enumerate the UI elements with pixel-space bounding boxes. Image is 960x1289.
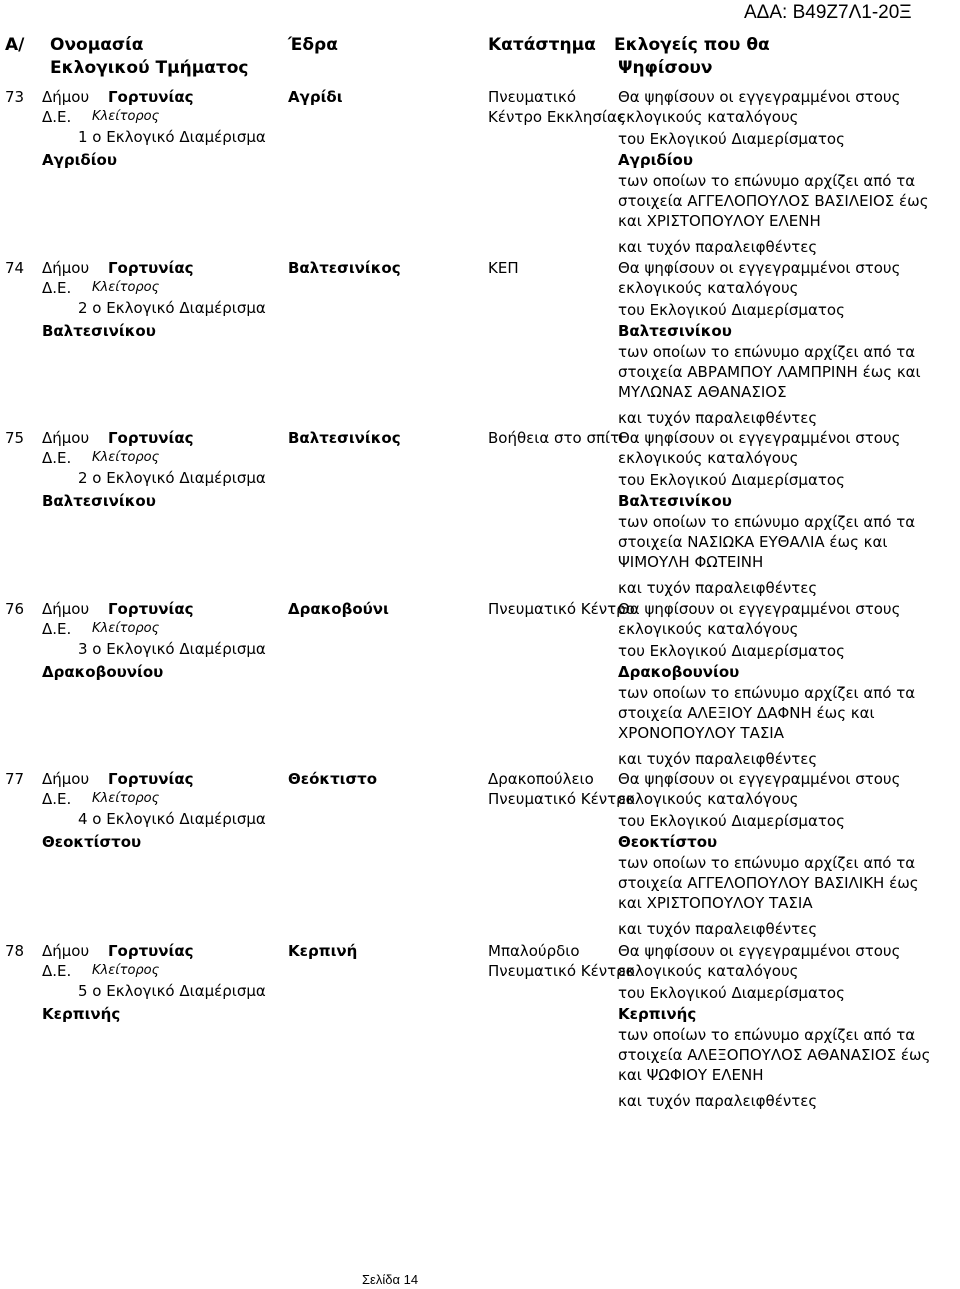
voters-line-1: Θα ψηφίσουν οι εγγεγραμμένοι στους [618, 770, 901, 788]
municipality-prefix: Δήμου [42, 770, 90, 788]
voters-line-2: εκλογικούς καταλόγους [618, 108, 799, 126]
header-col-voters-1: Εκλογείς που θα [614, 35, 770, 55]
voters-line-5: των οποίων το επώνυμο αρχίζει από τα [618, 513, 916, 531]
entry-number: 74 [5, 259, 25, 277]
voters-range-end: ΨΙΜΟΥΛΗ ΦΩΤΕΙΝΗ [618, 553, 764, 571]
voters-district: Βαλτεσινίκου [618, 322, 732, 340]
voters-line-1: Θα ψηφίσουν οι εγγεγραμμένοι στους [618, 600, 901, 618]
voters-district: Δρακοβουνίου [618, 663, 740, 681]
district-name: Θεοκτίστου [42, 833, 142, 851]
voters-range-start: στοιχεία ΑΓΓΕΛΟΠΟΥΛΟΣ ΒΑΣΙΛΕΙΟΣ έως [618, 192, 929, 210]
district-name: Κερπινής [42, 1005, 121, 1023]
header-col-a: Α/ [5, 35, 25, 55]
voters-range-start: στοιχεία ΑΓΓΕΛΟΠΟΥΛΟΥ ΒΑΣΙΛΙΚΗ έως [618, 874, 919, 892]
venue-line-2: Πνευματικό Κέντρο [488, 962, 635, 980]
header-col-venue: Κατάστημα [488, 35, 596, 55]
voters-district: Βαλτεσινίκου [618, 492, 732, 510]
venue-line-1: Πνευματικό [488, 88, 577, 106]
unit-prefix: Δ.Ε. [42, 449, 72, 467]
municipality-prefix: Δήμου [42, 942, 90, 960]
voters-line-2: εκλογικούς καταλόγους [618, 790, 799, 808]
voters-line-3: του Εκλογικού Διαμερίσματος [618, 471, 845, 489]
entry-number: 77 [5, 770, 25, 788]
municipality-name: Γορτυνίας [108, 770, 194, 788]
electoral-district: 4 ο Εκλογικό Διαμέρισμα [78, 810, 266, 828]
voters-line-3: του Εκλογικού Διαμερίσματος [618, 984, 845, 1002]
voters-line-5: των οποίων το επώνυμο αρχίζει από τα [618, 172, 916, 190]
municipality-name: Γορτυνίας [108, 942, 194, 960]
voters-omitted-note: και τυχόν παραλειφθέντες [618, 750, 818, 768]
seat: Βαλτεσινίκος [288, 429, 401, 447]
municipality-prefix: Δήμου [42, 600, 90, 618]
voters-range-end: ΧΡΟΝΟΠΟΥΛΟΥ ΤΑΣΙΑ [618, 724, 784, 742]
voters-line-2: εκλογικούς καταλόγους [618, 620, 799, 638]
municipality-prefix: Δήμου [42, 429, 90, 447]
voters-range-start: στοιχεία ΑΒΡΑΜΠΟΥ ΛΑΜΠΡΙΝΗ έως και [618, 363, 921, 381]
voters-range-start: στοιχεία ΑΛΕΞΙΟΥ ΔΑΦΝΗ έως και [618, 704, 875, 722]
municipal-unit: Κλείτορος [92, 791, 160, 806]
municipality-name: Γορτυνίας [108, 600, 194, 618]
voters-line-1: Θα ψηφίσουν οι εγγεγραμμένοι στους [618, 259, 901, 277]
municipality-name: Γορτυνίας [108, 429, 194, 447]
district-name: Αγριδίου [42, 151, 117, 169]
venue-line-1: Πνευματικό Κέντρο [488, 600, 635, 618]
voters-range-end: και ΧΡΙΣΤΟΠΟΥΛΟΥ ΤΑΣΙΑ [618, 894, 813, 912]
electoral-district: 2 ο Εκλογικό Διαμέρισμα [78, 469, 266, 487]
entry-number: 76 [5, 600, 25, 618]
voters-line-2: εκλογικούς καταλόγους [618, 279, 799, 297]
venue-line-1: Δρακοπούλειο [488, 770, 594, 788]
entry-number: 75 [5, 429, 25, 447]
voters-line-5: των οποίων το επώνυμο αρχίζει από τα [618, 1026, 916, 1044]
municipality-prefix: Δήμου [42, 259, 90, 277]
seat: Αγρίδι [288, 88, 343, 106]
voters-line-3: του Εκλογικού Διαμερίσματος [618, 130, 845, 148]
electoral-district: 2 ο Εκλογικό Διαμέρισμα [78, 299, 266, 317]
voters-range-end: και ΧΡΙΣΤΟΠΟΥΛΟΥ ΕΛΕΝΗ [618, 212, 821, 230]
voters-omitted-note: και τυχόν παραλειφθέντες [618, 1092, 818, 1110]
voters-line-5: των οποίων το επώνυμο αρχίζει από τα [618, 684, 916, 702]
voters-district: Κερπινής [618, 1005, 697, 1023]
municipal-unit: Κλείτορος [92, 450, 160, 465]
municipality-name: Γορτυνίας [108, 88, 194, 106]
voters-omitted-note: και τυχόν παραλειφθέντες [618, 920, 818, 938]
entry-number: 78 [5, 942, 25, 960]
voters-line-2: εκλογικούς καταλόγους [618, 962, 799, 980]
voters-range-start: στοιχεία ΝΑΣΙΩΚΑ ΕΥΘΑΛΙΑ έως και [618, 533, 888, 551]
district-name: Βαλτεσινίκου [42, 322, 156, 340]
voters-line-5: των οποίων το επώνυμο αρχίζει από τα [618, 854, 916, 872]
venue-line-1: ΚΕΠ [488, 259, 519, 277]
electoral-district: 3 ο Εκλογικό Διαμέρισμα [78, 640, 266, 658]
header-col-seat: Έδρα [288, 35, 338, 55]
municipal-unit: Κλείτορος [92, 963, 160, 978]
voters-range-end: ΜΥΛΩΝΑΣ ΑΘΑΝΑΣΙΟΣ [618, 383, 787, 401]
venue-line-1: Βοήθεια στο σπίτι [488, 429, 625, 447]
municipality-name: Γορτυνίας [108, 259, 194, 277]
voters-omitted-note: και τυχόν παραλειφθέντες [618, 409, 818, 427]
page-number: Σελίδα 14 [362, 1272, 419, 1287]
venue-line-2: Πνευματικό Κέντρο [488, 790, 635, 808]
voters-line-3: του Εκλογικού Διαμερίσματος [618, 301, 845, 319]
voters-omitted-note: και τυχόν παραλειφθέντες [618, 579, 818, 597]
voters-line-3: του Εκλογικού Διαμερίσματος [618, 642, 845, 660]
unit-prefix: Δ.Ε. [42, 279, 72, 297]
header-col-voters-2: Ψηφίσουν [618, 58, 713, 78]
venue-line-2: Κέντρο Εκκλησίας [488, 108, 626, 126]
ada-code: ΑΔΑ: Β49Ζ7Λ1-20Ξ [744, 2, 912, 23]
header-col-name-1: Ονομασία [50, 35, 144, 55]
seat: Θεόκτιστο [288, 770, 378, 788]
voters-line-2: εκλογικούς καταλόγους [618, 449, 799, 467]
header-col-name-2: Εκλογικού Τμήματος [50, 58, 249, 78]
electoral-district: 5 ο Εκλογικό Διαμέρισμα [78, 982, 266, 1000]
unit-prefix: Δ.Ε. [42, 620, 72, 638]
district-name: Βαλτεσινίκου [42, 492, 156, 510]
voters-line-1: Θα ψηφίσουν οι εγγεγραμμένοι στους [618, 429, 901, 447]
electoral-district: 1 ο Εκλογικό Διαμέρισμα [78, 128, 266, 146]
venue-line-1: Μπαλούρδιο [488, 942, 580, 960]
seat: Δρακοβούνι [288, 600, 389, 618]
voters-range-start: στοιχεία ΑΛΕΞΟΠΟΥΛΟΣ ΑΘΑΝΑΣΙΟΣ έως [618, 1046, 931, 1064]
unit-prefix: Δ.Ε. [42, 790, 72, 808]
seat: Κερπινή [288, 942, 358, 960]
voters-line-3: του Εκλογικού Διαμερίσματος [618, 812, 845, 830]
voters-line-5: των οποίων το επώνυμο αρχίζει από τα [618, 343, 916, 361]
voters-line-1: Θα ψηφίσουν οι εγγεγραμμένοι στους [618, 88, 901, 106]
voters-district: Θεοκτίστου [618, 833, 718, 851]
seat: Βαλτεσινίκος [288, 259, 401, 277]
unit-prefix: Δ.Ε. [42, 962, 72, 980]
municipal-unit: Κλείτορος [92, 621, 160, 636]
voters-line-1: Θα ψηφίσουν οι εγγεγραμμένοι στους [618, 942, 901, 960]
municipality-prefix: Δήμου [42, 88, 90, 106]
voters-omitted-note: και τυχόν παραλειφθέντες [618, 238, 818, 256]
voters-range-end: και ΨΩΦΙΟΥ ΕΛΕΝΗ [618, 1066, 764, 1084]
municipal-unit: Κλείτορος [92, 109, 160, 124]
district-name: Δρακοβουνίου [42, 663, 164, 681]
unit-prefix: Δ.Ε. [42, 108, 72, 126]
voters-district: Αγριδίου [618, 151, 693, 169]
municipal-unit: Κλείτορος [92, 280, 160, 295]
entry-number: 73 [5, 88, 25, 106]
